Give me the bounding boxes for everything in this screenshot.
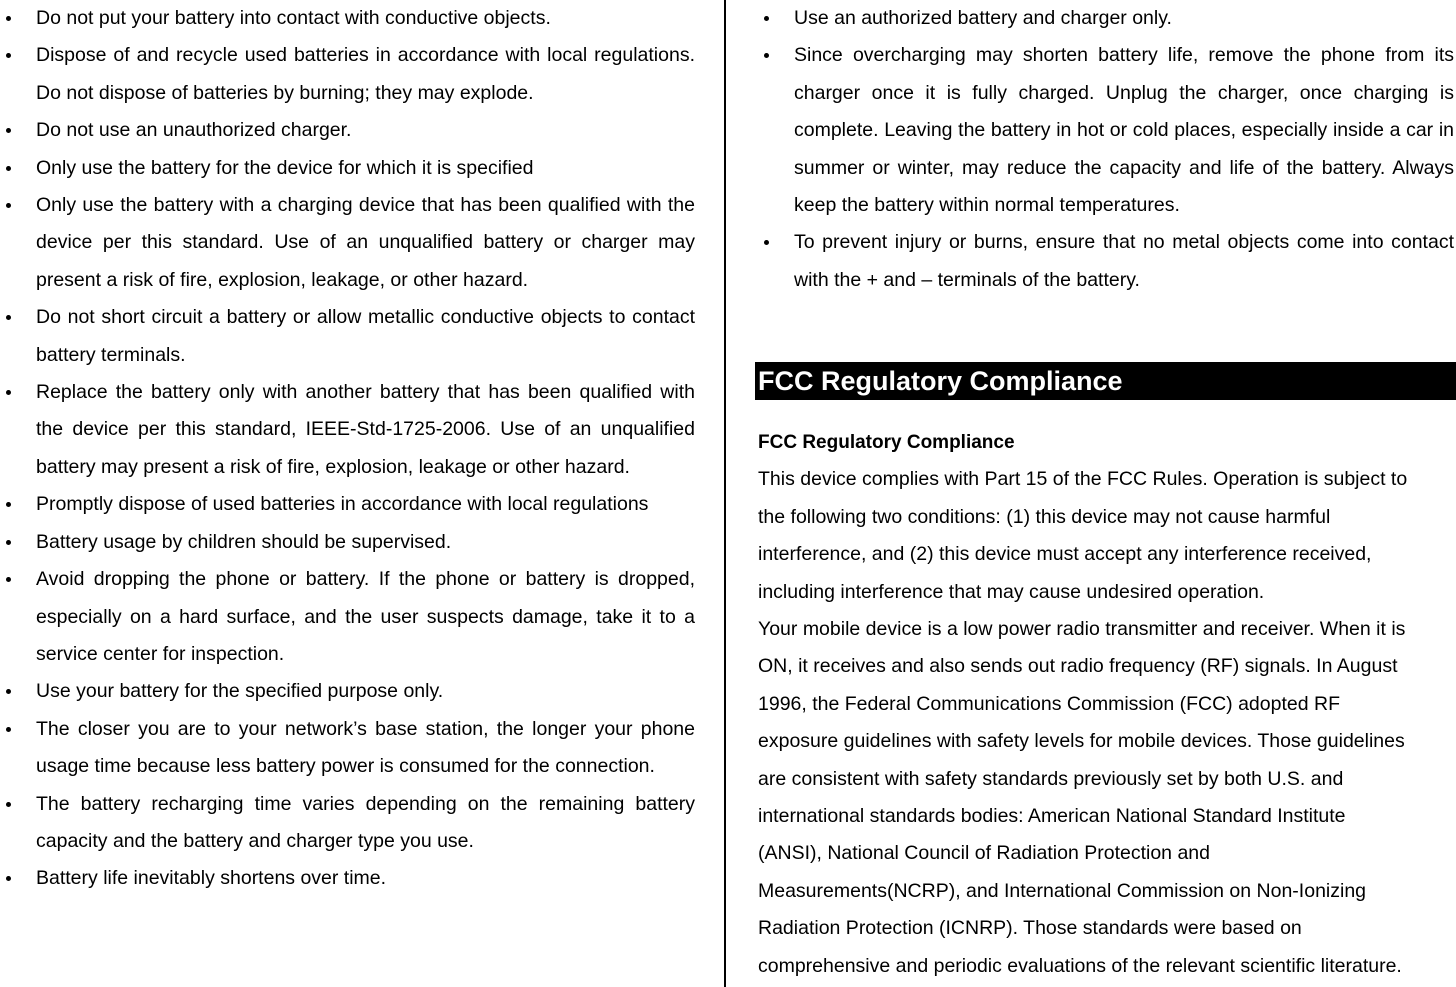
list-item: [36, 524, 695, 561]
paragraph-line: international standards bodies: American National Standard Institute: [758, 805, 1346, 828]
list-item-text: Only use the battery for the device for which it is specified: [36, 156, 534, 179]
list-item: [36, 0, 695, 37]
paragraph-line: Measurements(NCRP), and International Commission on Non-Ionizing: [758, 879, 1367, 902]
list-item: [36, 374, 695, 486]
left-column: [0, 0, 726, 987]
list-item: [36, 37, 695, 112]
list-item-text: To prevent injury or burns, ensure that no metal objects come into contact with the + and – terminals of the battery.: [794, 231, 1454, 291]
bullet-icon: [6, 128, 11, 133]
section-heading-bar: FCC Regulatory Compliance: [755, 362, 1456, 400]
bullet-icon: [6, 727, 11, 732]
list-item: [36, 561, 695, 673]
list-item: [36, 673, 695, 710]
paragraph-line: ON, it receives and also sends out radio frequency (RF) signals. In August: [758, 655, 1398, 678]
bullet-icon: [6, 876, 11, 881]
list-item-text: The closer you are to your network’s base station, the longer your phone usage time because less battery power is consumed for the connection.: [36, 717, 695, 778]
bullet-icon: [6, 689, 11, 694]
list-item-text: Replace the battery only with another battery that has been qualified with the device per this standard, IEEE-Std-1725-2006. Use of an unqualified battery may present a risk of fire, explosion, leakage or other hazard.: [36, 381, 695, 478]
list-item: [36, 187, 695, 299]
bullet-icon: [6, 16, 11, 21]
list-item-text: Do not use an unauthorized charger.: [36, 119, 352, 142]
list-item-text: Use your battery for the specified purpose only.: [36, 680, 444, 703]
fcc-subheading: FCC Regulatory Compliance: [758, 432, 1015, 453]
list-item-text: Use an authorized battery and charger only.: [794, 7, 1172, 29]
fcc-compliance-text: [758, 424, 1456, 985]
list-item-text: Dispose of and recycle used batteries in accordance with local regulations. Do not dispose of batteries by burning; they may explode.: [36, 44, 695, 104]
battery-safety-list-right: [794, 0, 1454, 299]
list-item-text: Do not put your battery into contact with conductive objects.: [36, 7, 551, 29]
bullet-icon: [764, 53, 769, 58]
bullet-icon: [764, 16, 769, 21]
paragraph-line: Radiation Protection (ICNRP). Those standards were based on: [758, 917, 1302, 940]
list-item: [36, 711, 695, 786]
bullet-icon: [6, 53, 11, 58]
list-item: [794, 224, 1454, 299]
bullet-icon: [6, 802, 11, 807]
list-item-text: Do not short circuit a battery or allow metallic conductive objects to contact battery terminals.: [36, 306, 695, 366]
list-item: [36, 299, 695, 374]
bullet-icon: [6, 577, 11, 582]
paragraph-line: exposure guidelines with safety levels for mobile devices. Those guidelines: [758, 730, 1405, 753]
paragraph-line: 1996, the Federal Communications Commission (FCC) adopted RF: [758, 692, 1340, 715]
list-item-text: Battery usage by children should be supervised.: [36, 530, 452, 553]
list-item-text: Battery life inevitably shortens over time.: [36, 867, 387, 890]
list-item: [36, 150, 695, 187]
paragraph-line: are consistent with safety standards previously set by both U.S. and: [758, 767, 1344, 790]
paragraph-line: the following two conditions: (1) this device may not cause harmful: [758, 505, 1331, 528]
paragraph-line: interference, and (2) this device must accept any interference received,: [758, 543, 1372, 566]
list-item-text: Promptly dispose of used batteries in accordance with local regulations: [36, 493, 649, 516]
bullet-icon: [6, 203, 11, 208]
list-item: [794, 0, 1454, 37]
list-item: [36, 112, 695, 149]
list-item: [36, 486, 695, 523]
list-item-text: Only use the battery with a charging device that has been qualified with the device per this standard. Use of an unqualified battery or charger may present a risk of fire, explosion, leakage, or other hazard.: [36, 194, 695, 291]
paragraph-line: comprehensive and periodic evaluations of the relevant scientific literature.: [758, 954, 1402, 977]
list-item-text: Since overcharging may shorten battery life, remove the phone from its charger once it is fully charged. Unplug the charger, once charging is complete. Leaving the battery in hot or cold places, especially inside a car in summer or winter, may reduce the capacity and life of the battery. Always keep the battery within normal temperatures.: [794, 44, 1454, 217]
bullet-icon: [6, 390, 11, 395]
list-item-text: Avoid dropping the phone or battery. If the phone or battery is dropped, especially on a hard surface, and the user suspects damage, take it to a service center for inspection.: [36, 568, 695, 665]
paragraph-line: (ANSI), National Council of Radiation Protection and: [758, 842, 1210, 865]
bullet-icon: [6, 315, 11, 320]
bullet-icon: [6, 166, 11, 171]
list-item-text: The battery recharging time varies depending on the remaining battery capacity and the battery and charger type you use.: [36, 792, 695, 852]
paragraph-line: Your mobile device is a low power radio transmitter and receiver. When it is: [758, 618, 1406, 641]
bullet-icon: [6, 502, 11, 507]
bullet-icon: [6, 540, 11, 545]
battery-safety-list-left: [36, 0, 695, 898]
bullet-icon: [764, 240, 769, 245]
list-item: [36, 786, 695, 861]
paragraph-line: including interference that may cause undesired operation.: [758, 580, 1265, 603]
right-column: [726, 0, 1456, 987]
list-item: [36, 860, 695, 897]
list-item: [794, 37, 1454, 224]
paragraph-line: This device complies with Part 15 of the FCC Rules. Operation is subject to: [758, 468, 1408, 491]
